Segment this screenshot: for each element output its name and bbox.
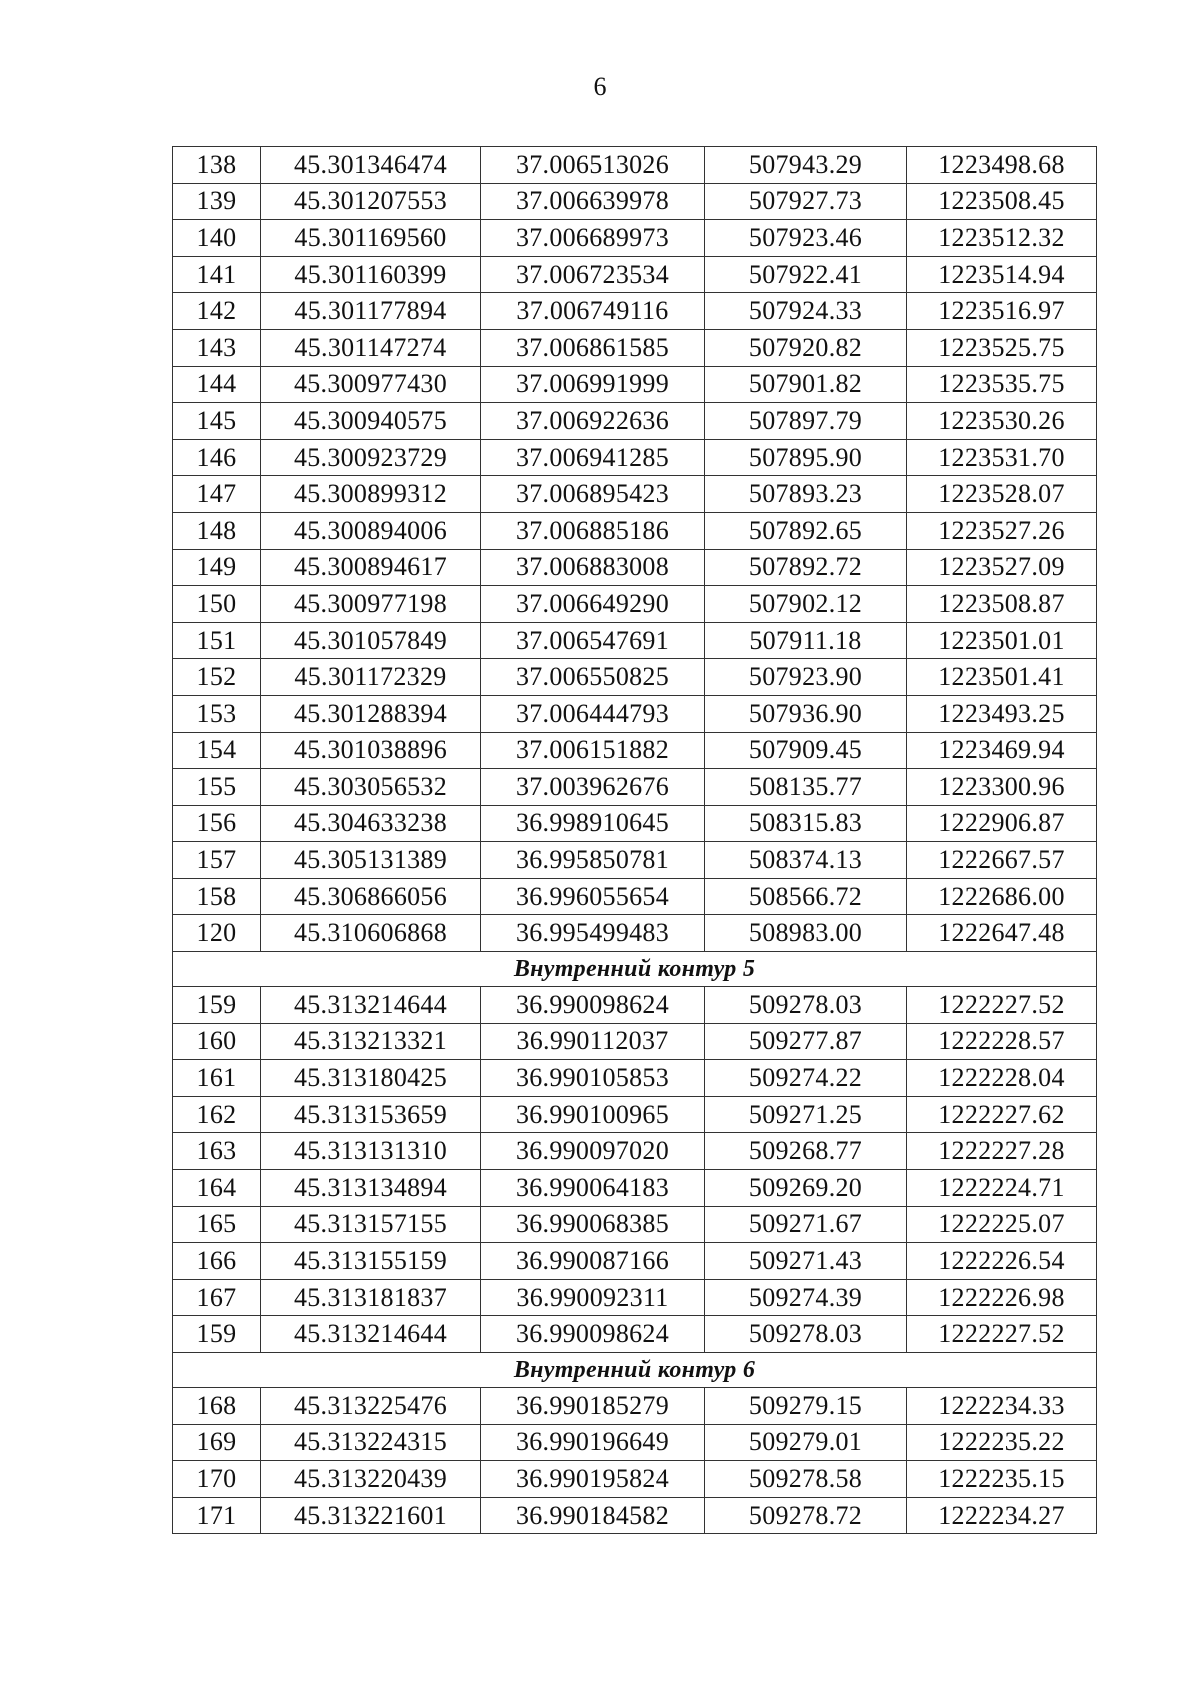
latitude-cell: 45.313134894	[261, 1170, 481, 1207]
latitude-cell: 45.313155159	[261, 1243, 481, 1280]
longitude-cell: 37.006550825	[481, 659, 705, 696]
longitude-cell: 36.990087166	[481, 1243, 705, 1280]
longitude-cell: 36.990195824	[481, 1461, 705, 1498]
point-number-cell: 138	[173, 147, 261, 184]
table-row	[173, 695, 1097, 732]
table-row	[173, 512, 1097, 549]
page-number: 6	[593, 72, 607, 101]
table-row	[173, 1388, 1097, 1425]
table-row	[173, 183, 1097, 220]
longitude-cell: 37.006991999	[481, 366, 705, 403]
latitude-cell: 45.300894617	[261, 549, 481, 586]
x-coordinate-cell: 509274.22	[705, 1060, 907, 1097]
x-coordinate-cell: 509269.20	[705, 1170, 907, 1207]
section-title: Внутренний контур 6	[173, 1353, 1097, 1388]
y-coordinate-cell: 1222235.15	[907, 1461, 1097, 1498]
table-row	[173, 659, 1097, 696]
x-coordinate-cell: 507901.82	[705, 366, 907, 403]
y-coordinate-cell: 1223493.25	[907, 695, 1097, 732]
latitude-cell: 45.300923729	[261, 439, 481, 476]
point-number-cell: 146	[173, 439, 261, 476]
x-coordinate-cell: 507909.45	[705, 732, 907, 769]
table-row	[173, 1497, 1097, 1534]
latitude-cell: 45.301207553	[261, 183, 481, 220]
longitude-cell: 36.990184582	[481, 1497, 705, 1534]
x-coordinate-cell: 509279.15	[705, 1388, 907, 1425]
latitude-cell: 45.301346474	[261, 147, 481, 184]
point-number-cell: 147	[173, 476, 261, 513]
latitude-cell: 45.313181837	[261, 1279, 481, 1316]
x-coordinate-cell: 507892.65	[705, 512, 907, 549]
x-coordinate-cell: 507897.79	[705, 403, 907, 440]
x-coordinate-cell: 507927.73	[705, 183, 907, 220]
point-number-cell: 152	[173, 659, 261, 696]
point-number-cell: 120	[173, 915, 261, 952]
y-coordinate-cell: 1223512.32	[907, 220, 1097, 257]
longitude-cell: 37.003962676	[481, 769, 705, 806]
latitude-cell: 45.301288394	[261, 695, 481, 732]
point-number-cell: 151	[173, 622, 261, 659]
table-row	[173, 439, 1097, 476]
x-coordinate-cell: 508374.13	[705, 842, 907, 879]
point-number-cell: 155	[173, 769, 261, 806]
longitude-cell: 36.990105853	[481, 1060, 705, 1097]
latitude-cell: 45.304633238	[261, 805, 481, 842]
y-coordinate-cell: 1223525.75	[907, 329, 1097, 366]
y-coordinate-cell: 1223469.94	[907, 732, 1097, 769]
latitude-cell: 45.303056532	[261, 769, 481, 806]
latitude-cell: 45.301147274	[261, 329, 481, 366]
y-coordinate-cell: 1223501.41	[907, 659, 1097, 696]
point-number-cell: 140	[173, 220, 261, 257]
latitude-cell: 45.313214644	[261, 1316, 481, 1353]
longitude-cell: 36.990064183	[481, 1170, 705, 1207]
table-row	[173, 403, 1097, 440]
x-coordinate-cell: 509271.25	[705, 1096, 907, 1133]
latitude-cell: 45.301169560	[261, 220, 481, 257]
table-row	[173, 732, 1097, 769]
table-row	[173, 366, 1097, 403]
longitude-cell: 36.990098624	[481, 1316, 705, 1353]
point-number-cell: 157	[173, 842, 261, 879]
x-coordinate-cell: 508135.77	[705, 769, 907, 806]
x-coordinate-cell: 507943.29	[705, 147, 907, 184]
y-coordinate-cell: 1222227.28	[907, 1133, 1097, 1170]
x-coordinate-cell: 508315.83	[705, 805, 907, 842]
longitude-cell: 36.995850781	[481, 842, 705, 879]
longitude-cell: 37.006639978	[481, 183, 705, 220]
table-row	[173, 476, 1097, 513]
x-coordinate-cell: 507923.90	[705, 659, 907, 696]
table-row	[173, 622, 1097, 659]
longitude-cell: 37.006444793	[481, 695, 705, 732]
x-coordinate-cell: 507911.18	[705, 622, 907, 659]
point-number-cell: 143	[173, 329, 261, 366]
latitude-cell: 45.301057849	[261, 622, 481, 659]
point-number-cell: 164	[173, 1170, 261, 1207]
point-number-cell: 170	[173, 1461, 261, 1498]
latitude-cell: 45.306866056	[261, 878, 481, 915]
longitude-cell: 36.990068385	[481, 1206, 705, 1243]
longitude-cell: 36.998910645	[481, 805, 705, 842]
x-coordinate-cell: 507923.46	[705, 220, 907, 257]
y-coordinate-cell: 1222227.52	[907, 1316, 1097, 1353]
y-coordinate-cell: 1222226.98	[907, 1279, 1097, 1316]
x-coordinate-cell: 509277.87	[705, 1023, 907, 1060]
table-row	[173, 1096, 1097, 1133]
x-coordinate-cell: 509268.77	[705, 1133, 907, 1170]
point-number-cell: 162	[173, 1096, 261, 1133]
latitude-cell: 45.313214644	[261, 987, 481, 1024]
table-row	[173, 915, 1097, 952]
y-coordinate-cell: 1223530.26	[907, 403, 1097, 440]
point-number-cell: 159	[173, 1316, 261, 1353]
point-number-cell: 156	[173, 805, 261, 842]
point-number-cell: 159	[173, 987, 261, 1024]
latitude-cell: 45.301038896	[261, 732, 481, 769]
table-row	[173, 1206, 1097, 1243]
y-coordinate-cell: 1223514.94	[907, 256, 1097, 293]
table-row	[173, 256, 1097, 293]
longitude-cell: 37.006922636	[481, 403, 705, 440]
table-row	[173, 1060, 1097, 1097]
y-coordinate-cell: 1222226.54	[907, 1243, 1097, 1280]
longitude-cell: 36.996055654	[481, 878, 705, 915]
y-coordinate-cell: 1222647.48	[907, 915, 1097, 952]
y-coordinate-cell: 1223527.26	[907, 512, 1097, 549]
longitude-cell: 37.006513026	[481, 147, 705, 184]
x-coordinate-cell: 509279.01	[705, 1424, 907, 1461]
x-coordinate-cell: 509271.67	[705, 1206, 907, 1243]
longitude-cell: 37.006895423	[481, 476, 705, 513]
point-number-cell: 141	[173, 256, 261, 293]
point-number-cell: 158	[173, 878, 261, 915]
y-coordinate-cell: 1222686.00	[907, 878, 1097, 915]
y-coordinate-cell: 1223300.96	[907, 769, 1097, 806]
longitude-cell: 37.006861585	[481, 329, 705, 366]
latitude-cell: 45.300940575	[261, 403, 481, 440]
longitude-cell: 36.990196649	[481, 1424, 705, 1461]
longitude-cell: 37.006649290	[481, 586, 705, 623]
longitude-cell: 37.006547691	[481, 622, 705, 659]
latitude-cell: 45.313157155	[261, 1206, 481, 1243]
latitude-cell: 45.305131389	[261, 842, 481, 879]
longitude-cell: 36.990098624	[481, 987, 705, 1024]
x-coordinate-cell: 507936.90	[705, 695, 907, 732]
y-coordinate-cell: 1222227.52	[907, 987, 1097, 1024]
table-row	[173, 147, 1097, 184]
table-row	[173, 1133, 1097, 1170]
longitude-cell: 37.006723534	[481, 256, 705, 293]
x-coordinate-cell: 507920.82	[705, 329, 907, 366]
x-coordinate-cell: 507892.72	[705, 549, 907, 586]
y-coordinate-cell: 1223527.09	[907, 549, 1097, 586]
x-coordinate-cell: 507902.12	[705, 586, 907, 623]
longitude-cell: 36.990100965	[481, 1096, 705, 1133]
section-header-row	[173, 1353, 1097, 1388]
x-coordinate-cell: 509274.39	[705, 1279, 907, 1316]
coordinates-table-body	[173, 147, 1097, 1534]
latitude-cell: 45.301172329	[261, 659, 481, 696]
x-coordinate-cell: 509278.03	[705, 1316, 907, 1353]
latitude-cell: 45.301160399	[261, 256, 481, 293]
y-coordinate-cell: 1222227.62	[907, 1096, 1097, 1133]
point-number-cell: 153	[173, 695, 261, 732]
table-row	[173, 1461, 1097, 1498]
y-coordinate-cell: 1222225.07	[907, 1206, 1097, 1243]
longitude-cell: 36.995499483	[481, 915, 705, 952]
point-number-cell: 167	[173, 1279, 261, 1316]
point-number-cell: 168	[173, 1388, 261, 1425]
latitude-cell: 45.310606868	[261, 915, 481, 952]
longitude-cell: 37.006749116	[481, 293, 705, 330]
latitude-cell: 45.301177894	[261, 293, 481, 330]
table-row	[173, 878, 1097, 915]
longitude-cell: 37.006941285	[481, 439, 705, 476]
y-coordinate-cell: 1222228.04	[907, 1060, 1097, 1097]
table-row	[173, 549, 1097, 586]
latitude-cell: 45.300894006	[261, 512, 481, 549]
x-coordinate-cell: 508566.72	[705, 878, 907, 915]
x-coordinate-cell: 509278.58	[705, 1461, 907, 1498]
y-coordinate-cell: 1222224.71	[907, 1170, 1097, 1207]
table-row	[173, 1243, 1097, 1280]
table-row	[173, 805, 1097, 842]
latitude-cell: 45.313220439	[261, 1461, 481, 1498]
x-coordinate-cell: 508983.00	[705, 915, 907, 952]
latitude-cell: 45.313213321	[261, 1023, 481, 1060]
y-coordinate-cell: 1223508.45	[907, 183, 1097, 220]
table-row	[173, 586, 1097, 623]
table-row	[173, 1316, 1097, 1353]
y-coordinate-cell: 1223501.01	[907, 622, 1097, 659]
table-row	[173, 1279, 1097, 1316]
coordinates-table	[172, 146, 1097, 1534]
x-coordinate-cell: 507893.23	[705, 476, 907, 513]
point-number-cell: 139	[173, 183, 261, 220]
longitude-cell: 37.006689973	[481, 220, 705, 257]
x-coordinate-cell: 509278.72	[705, 1497, 907, 1534]
latitude-cell: 45.300977430	[261, 366, 481, 403]
latitude-cell: 45.300899312	[261, 476, 481, 513]
latitude-cell: 45.313221601	[261, 1497, 481, 1534]
y-coordinate-cell: 1222234.27	[907, 1497, 1097, 1534]
y-coordinate-cell: 1222234.33	[907, 1388, 1097, 1425]
latitude-cell: 45.313153659	[261, 1096, 481, 1133]
point-number-cell: 165	[173, 1206, 261, 1243]
point-number-cell: 161	[173, 1060, 261, 1097]
table-row	[173, 293, 1097, 330]
y-coordinate-cell: 1223516.97	[907, 293, 1097, 330]
y-coordinate-cell: 1222235.22	[907, 1424, 1097, 1461]
y-coordinate-cell: 1222228.57	[907, 1023, 1097, 1060]
longitude-cell: 37.006883008	[481, 549, 705, 586]
section-title: Внутренний контур 5	[173, 952, 1097, 987]
table-row	[173, 220, 1097, 257]
point-number-cell: 166	[173, 1243, 261, 1280]
point-number-cell: 144	[173, 366, 261, 403]
point-number-cell: 160	[173, 1023, 261, 1060]
point-number-cell: 150	[173, 586, 261, 623]
x-coordinate-cell: 509278.03	[705, 987, 907, 1024]
point-number-cell: 154	[173, 732, 261, 769]
longitude-cell: 37.006151882	[481, 732, 705, 769]
table-row	[173, 769, 1097, 806]
longitude-cell: 36.990185279	[481, 1388, 705, 1425]
x-coordinate-cell: 507922.41	[705, 256, 907, 293]
point-number-cell: 142	[173, 293, 261, 330]
point-number-cell: 169	[173, 1424, 261, 1461]
table-row	[173, 1424, 1097, 1461]
latitude-cell: 45.313224315	[261, 1424, 481, 1461]
latitude-cell: 45.313180425	[261, 1060, 481, 1097]
y-coordinate-cell: 1223535.75	[907, 366, 1097, 403]
y-coordinate-cell: 1222667.57	[907, 842, 1097, 879]
y-coordinate-cell: 1223528.07	[907, 476, 1097, 513]
y-coordinate-cell: 1223508.87	[907, 586, 1097, 623]
table-row	[173, 1170, 1097, 1207]
latitude-cell: 45.313131310	[261, 1133, 481, 1170]
longitude-cell: 36.990097020	[481, 1133, 705, 1170]
x-coordinate-cell: 507924.33	[705, 293, 907, 330]
table-row	[173, 1023, 1097, 1060]
y-coordinate-cell: 1223498.68	[907, 147, 1097, 184]
point-number-cell: 163	[173, 1133, 261, 1170]
x-coordinate-cell: 509271.43	[705, 1243, 907, 1280]
longitude-cell: 37.006885186	[481, 512, 705, 549]
point-number-cell: 149	[173, 549, 261, 586]
y-coordinate-cell: 1222906.87	[907, 805, 1097, 842]
section-header-row	[173, 952, 1097, 987]
table-row	[173, 987, 1097, 1024]
latitude-cell: 45.313225476	[261, 1388, 481, 1425]
longitude-cell: 36.990112037	[481, 1023, 705, 1060]
point-number-cell: 148	[173, 512, 261, 549]
table-row	[173, 842, 1097, 879]
point-number-cell: 171	[173, 1497, 261, 1534]
y-coordinate-cell: 1223531.70	[907, 439, 1097, 476]
x-coordinate-cell: 507895.90	[705, 439, 907, 476]
point-number-cell: 145	[173, 403, 261, 440]
longitude-cell: 36.990092311	[481, 1279, 705, 1316]
table-row	[173, 329, 1097, 366]
latitude-cell: 45.300977198	[261, 586, 481, 623]
